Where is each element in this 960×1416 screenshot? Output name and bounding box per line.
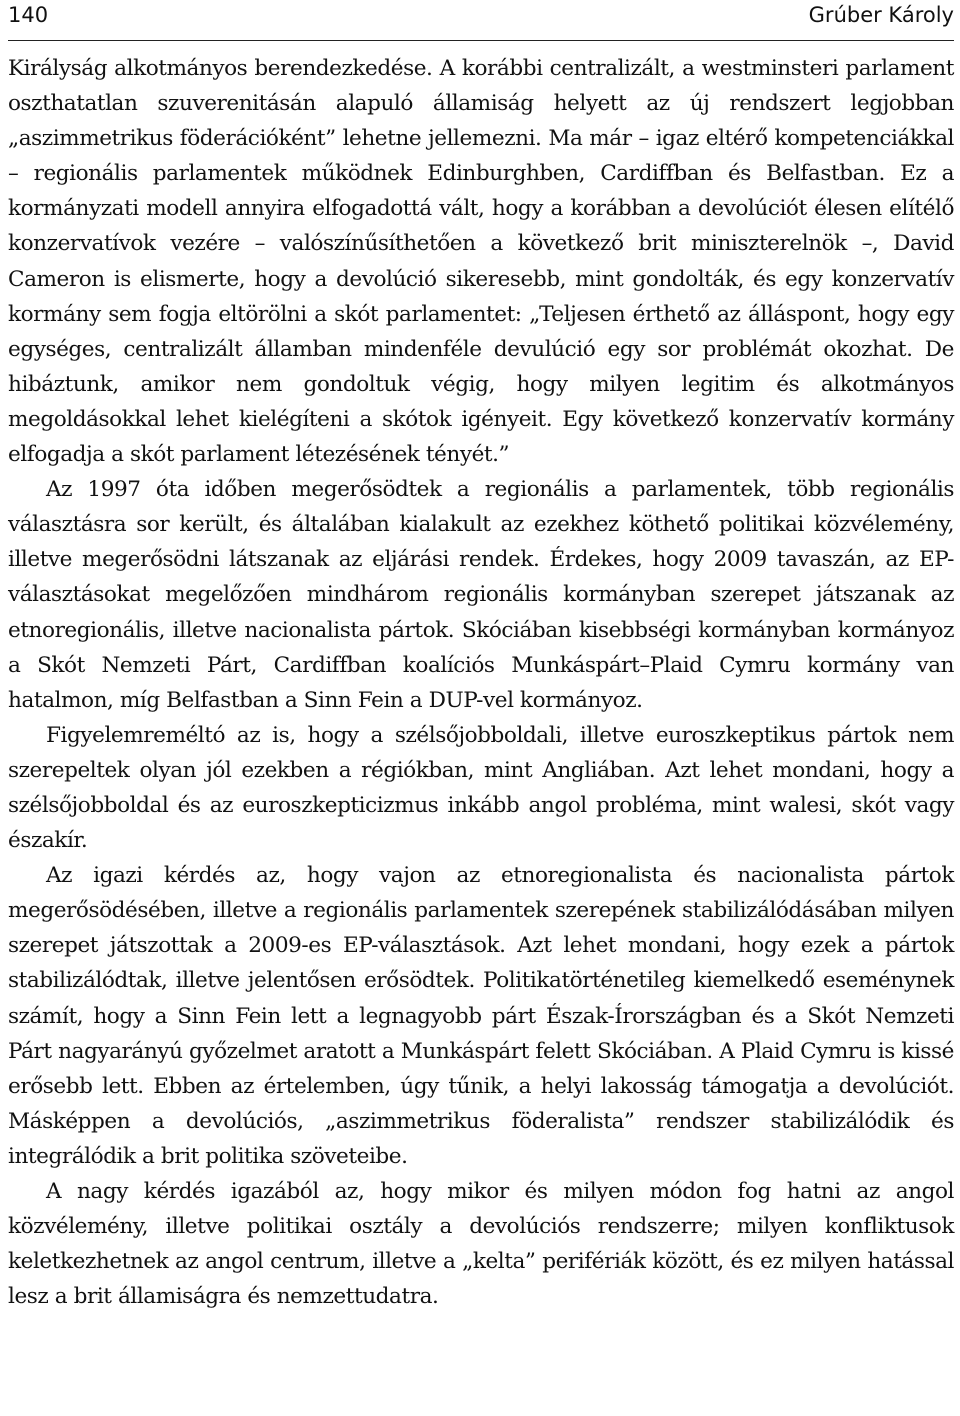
paragraph-big-question: A nagy kérdés igazából az, hogy mikor és milyen módon fog hatni az angol közvélemény, illetve politikai osztály a devolúciós rendszerre; milyen konfliktusok keletkezhetnek az angol centrum, illetve a „kelta” perifériák között, és ez milyen hatással lesz a brit államiságra és nemzettudatra. (8, 1179, 954, 1310)
author-name: Grúber Károly (808, 3, 954, 27)
body-text (8, 51, 954, 1314)
paragraph-real-question: Az igazi kérdés az, hogy vajon az etnoregionalista és nacionalista pártok megerősödésében, illetve a regionális parlamentek szerepének stabilizálódásában milyen szerepet játszottak a 2009-es EP-választások. Azt lehet mondani, hogy ezek a pártok stabilizálódtak, illetve jelentősen erősödtek. Politikatörténetileg kiemelkedő eseménynek számít, hogy a Sinn Fein lett a legnagyobb párt Észak-Írországban és a Skót Nemzeti Párt nagyarányú győzelmet aratott a Munkáspárt felett Skóciában. A Plaid Cymru is kissé erősebb lett. Ebben az értelemben, úgy tűnik, a helyi lakosság támogatja a devolúciót. Másképpen a devolúciós, „aszimmetrikus föderalista” rendszer stabilizálódik és integrálódik a brit politika szöveteibe. (8, 863, 954, 1169)
paragraph-continued: Királyság alkotmányos berendezkedése. A korábbi centralizált, a westminsteri parlament oszthatatlan szuverenitásán alapuló államiság helyett az új rendszert legjobban „aszimmetrikus föderációként” lehetne jellemezni. Ma már – igaz eltérő kompetenciákkal – regionális parlamentek működnek Edinburghben, Cardiffban és Belfastban. Ez a kormányzati modell annyira elfogadottá vált, hogy a korábban a devolúciót élesen elítélő konzervatívok vezére – valószínűsíthetően a következő brit miniszterelnök –, David Cameron is elismerte, hogy a devolúció sikeresebb, mint gondolták, és egy konzervatív kormány sem fogja eltörölni a skót parlamentet: „Teljesen érthető az álláspont, hogy egy egységes, centralizált államban mindenféle devulúció egy sor problémát okozhat. De hibáztunk, amikor nem gondoltuk végig, hogy milyen legitim és alkotmányos megoldásokkal lehet kielégíteni a skótok igényeit. Egy következő konzervatív kormány elfogadja a skót parlament létezésének tényét.” (8, 56, 954, 468)
book-page (8, 0, 954, 1416)
paragraph-far-right: Figyelemreméltó az is, hogy a szélsőjobboldali, illetve euroszkeptikus pártok nem szerepeltek olyan jól ezekben a régiókban, mint Angliában. Azt lehet mondani, hogy a szélsőjobboldal és az euroszkepticizmus inkább angol probléma, mint walesi, skót vagy északír. (8, 722, 954, 854)
paragraph-regional-parliaments: Az 1997 óta időben megerősödtek a regionális a parlamentek, több regionális választásra sor került, és általában kialakult az ezekhez köthető politikai közvélemény, illetve megerősödni látszanak az eljárási rendek. Érdekes, hogy 2009 tavaszán, az EP-választásokat megelőzően mindhárom regionális kormányban szerepet játszanak az etnoregionális, illetve nacionalista pártok. Skóciában kisebbségi kormányban kormányoz a Skót Nemzeti Párt, Cardiffban koalíciós Munkáspárt–Plaid Cymru kormány van hatalmon, míg Belfastban a Sinn Fein a DUP-vel kormányoz. (8, 477, 954, 713)
running-head (8, 0, 954, 41)
page-number: 140 (8, 3, 49, 27)
